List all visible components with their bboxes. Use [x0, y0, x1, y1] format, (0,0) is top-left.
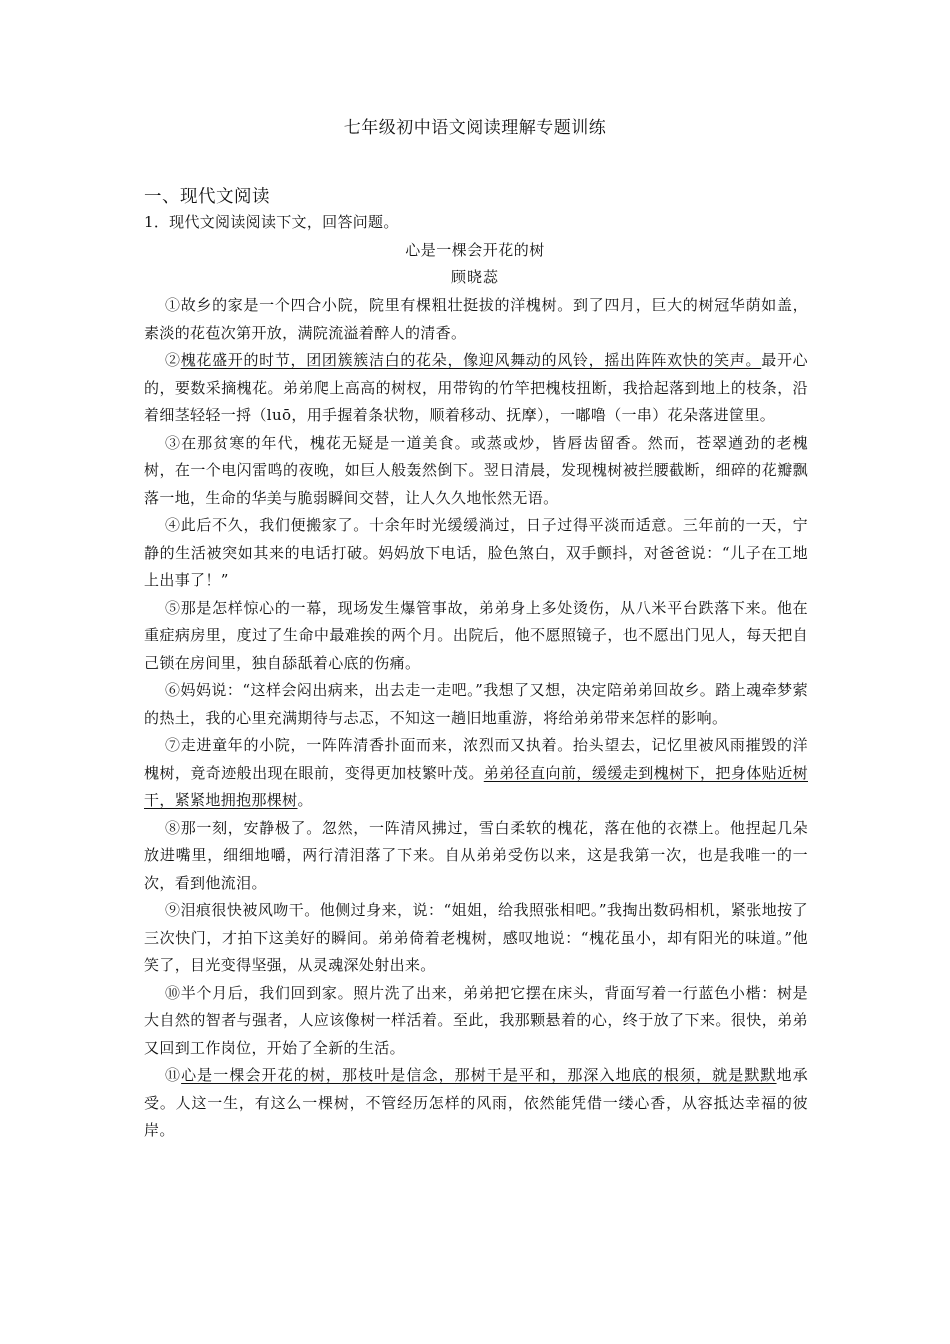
paragraph-text: ⑦走进童年的小院，一阵阵清香扑面而来，浓烈而又执着。抬头望去，记忆里被风雨摧毁的洋槐树，竟奇迹般出现在眼前，变得更加枝繁叶茂。	[144, 736, 808, 782]
paragraph-text: 地承受。人这一生，有这么一棵树，不管经历怎样的风雨，依然能凭借一缕心香，从容抵达幸福的彼岸。	[144, 1066, 808, 1139]
paragraph	[144, 595, 808, 678]
paragraph-text: ⑧那一刻，安静极了。忽然，一阵清风拂过，雪白柔软的槐花，落在他的衣襟上。他捏起几朵放进嘴里，细细地嚼，两行清泪落了下来。自从弟弟受伤以来，这是我第一次，也是我唯一的一次，看到他流泪。	[144, 818, 808, 892]
paragraph-text: ①故乡的家是一个四合小院，院里有棵粗壮挺拔的洋槐树。到了四月，巨大的树冠华荫如盖，素淡的花苞次第开放，满院流溢着醉人的清香。	[144, 296, 808, 342]
paragraph-text: ④此后不久，我们便搬家了。十余年时光缓缓淌过，日子过得平淡而适意。三年前的一天，宁静的生活被突如其来的电话打破。妈妈放下电话，脸色煞白，双手颤抖，对爸爸说：“儿子在工地上出事了！”	[144, 516, 808, 589]
paragraph	[144, 897, 808, 980]
paragraph-text: ⑩半个月后，我们回到家。照片洗了出来，弟弟把它摆在床头，背面写着一行蓝色小楷：树是大自然的智者与强者，人应该像树一样活着。至此，我那颗悬着的心，终于放了下来。很快，弟弟又回到工作岗位，开始了全新的生活。	[144, 983, 808, 1057]
question-stem: 1．现代文阅读阅读下文，回答问题。	[144, 213, 399, 231]
paragraph-text: ⑪	[165, 1066, 182, 1084]
paragraph	[144, 732, 808, 815]
paragraph	[144, 292, 808, 347]
paragraph	[144, 347, 808, 430]
document-title: 七年级初中语文阅读理解专题训练	[343, 118, 607, 138]
underlined-sentence: 心是一棵会开花的树，那枝叶是信念，那树干是平和，那深入地底的根须，就是默默	[181, 1066, 777, 1084]
paragraph	[144, 815, 808, 898]
passage-author: 顾晓蕊	[450, 268, 499, 286]
passage-body	[144, 292, 808, 1145]
underlined-sentence: 槐花盛开的时节，团团簇簇洁白的花朵，像迎风舞动的风铃，摇出阵阵欢快的笑声。	[180, 351, 762, 369]
paragraph-text: 。	[297, 791, 313, 809]
paragraph-text: ③在那贫寒的年代，槐花无疑是一道美食。或蒸或炒，皆唇齿留香。然而，苍翠遒劲的老槐树，在一个电闪雷鸣的夜晚，如巨人般轰然倒下。翌日清晨，发现槐树被拦腰截断，细碎的花瓣飘落一地，生命的华美与脆弱瞬间交替，让人久久地怅然无语。	[144, 433, 808, 507]
section-heading: 一、现代文阅读	[144, 187, 270, 207]
paragraph-text: ⑤那是怎样惊心的一幕，现场发生爆管事故，弟弟身上多处烫伤，从八米平台跌落下来。他在重症病房里，度过了生命中最难挨的两个月。出院后，他不愿照镜子，也不愿出门见人，每天把自己锁在房间里，独自舔舐着心底的伤痛。	[144, 598, 808, 672]
underlined-sentence: 弟弟径直向前，缓缓走到槐树下，把身体贴近树干，紧紧地拥抱那棵树	[144, 763, 808, 809]
paragraph	[144, 980, 808, 1063]
paragraph	[144, 1062, 808, 1145]
paragraph-text: ⑥妈妈说：“这样会闷出病来，出去走一走吧。”我想了又想，决定陪弟弟回故乡。踏上魂牵梦萦的热土，我的心里充满期待与忐忑，不知这一趟旧地重游，将给弟弟带来怎样的影响。	[144, 681, 808, 727]
paragraph	[144, 430, 808, 513]
paragraph-text: ⑨泪痕很快被风吻干。他侧过身来，说：“姐姐，给我照张相吧。”我掏出数码相机，紧张地按了三次快门，才拍下这美好的瞬间。弟弟倚着老槐树，感叹地说：“槐花虽小，却有阳光的味道。”他笑了，目光变得坚强，从灵魂深处射出来。	[144, 901, 808, 974]
paragraph	[144, 677, 808, 732]
paragraph	[144, 512, 808, 595]
paragraph-text: 最开心的，要数采摘槐花。弟弟爬上高高的树杈，用带钩的竹竿把槐枝扭断，我拾起落到地上的枝条，沿着细茎轻轻一捋（luō，用手握着条状物，顺着移动、抚摩），一嘟噜（一串）花朵落进筐里。	[144, 351, 808, 424]
passage-title: 心是一棵会开花的树	[405, 241, 545, 259]
paragraph-text: ②	[165, 351, 181, 369]
